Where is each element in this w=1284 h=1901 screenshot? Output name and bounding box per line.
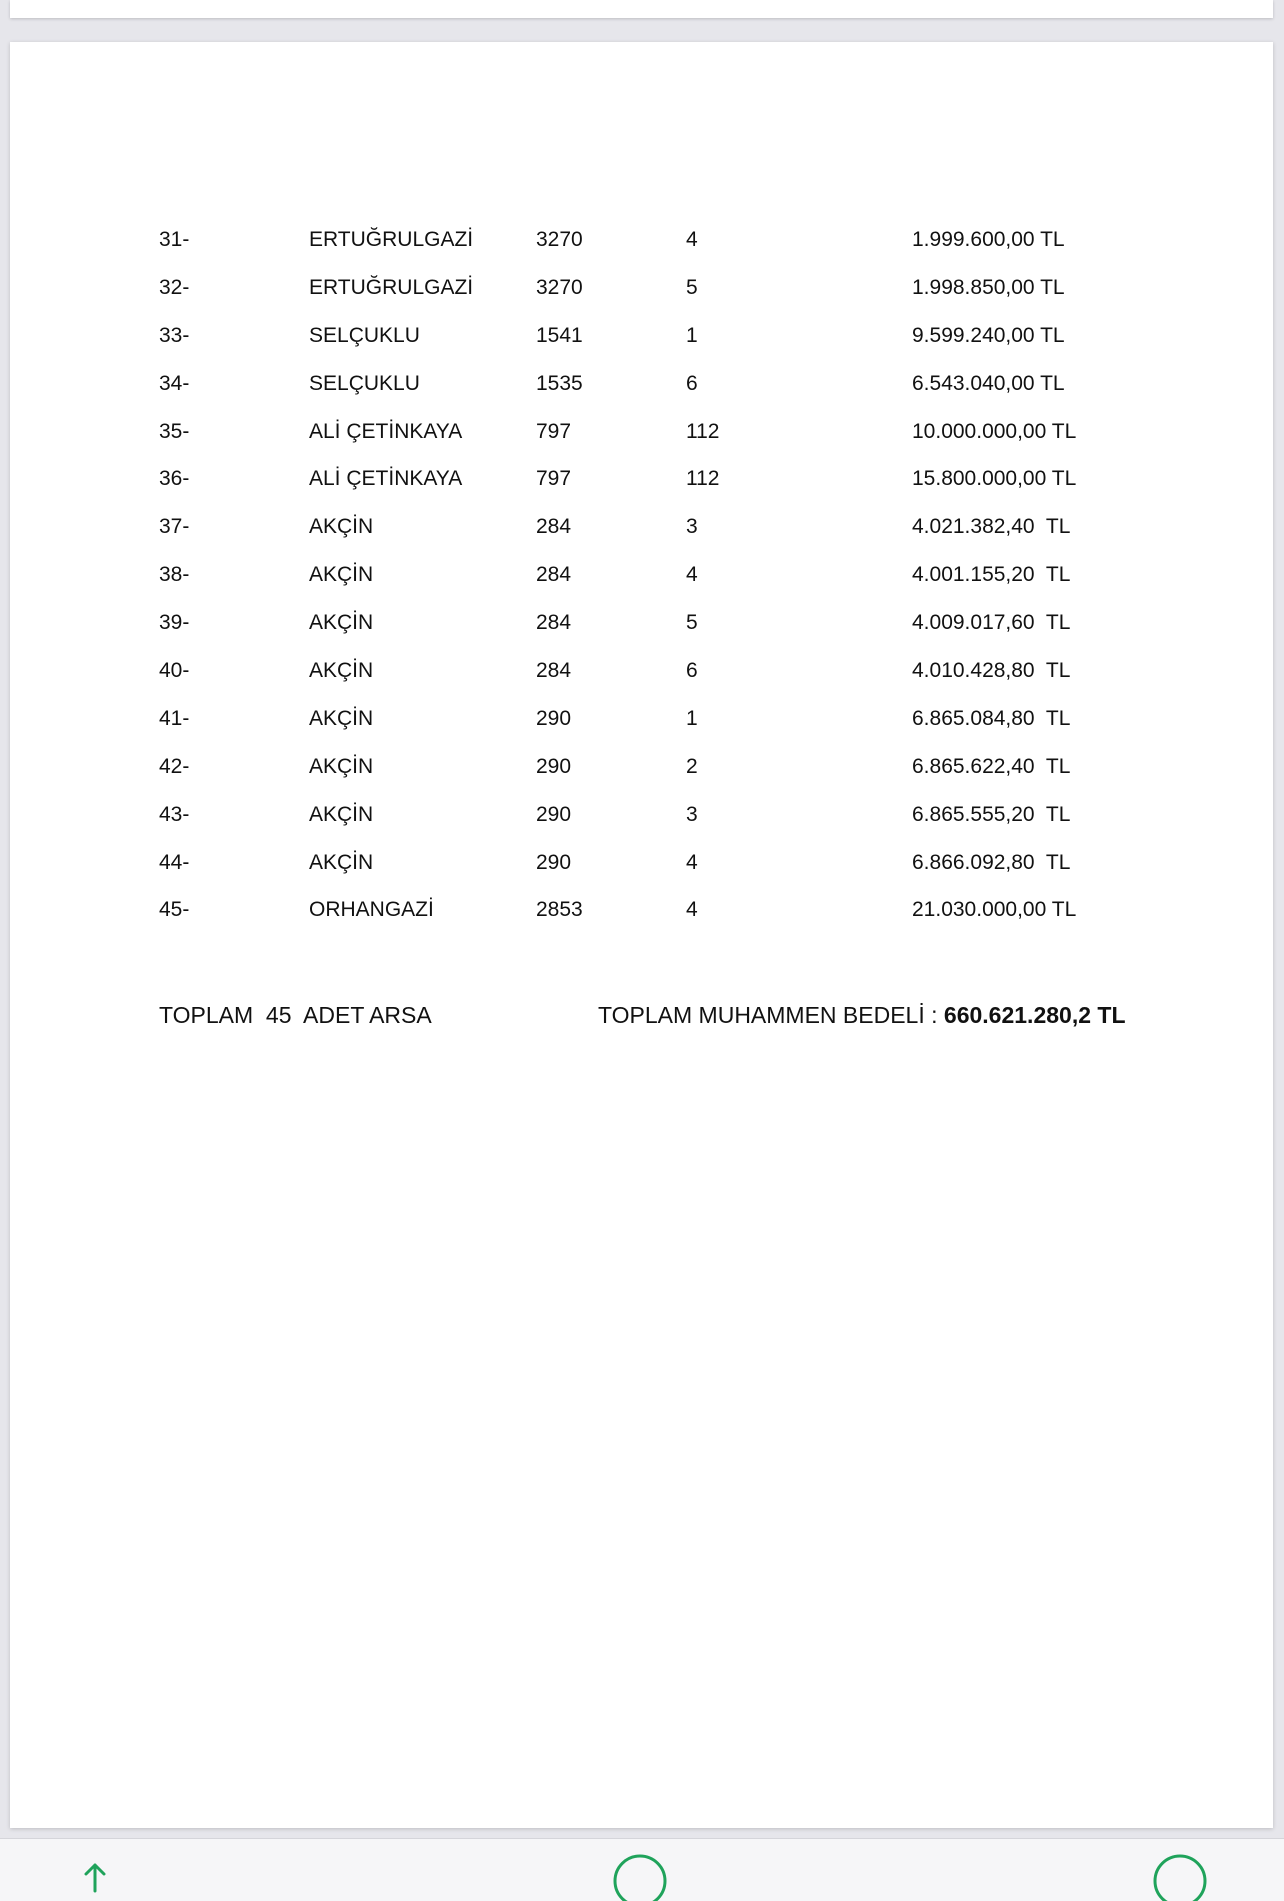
- more-icon[interactable]: [1150, 1851, 1210, 1901]
- row-number: 39-: [159, 611, 190, 635]
- block-cell: 290: [536, 706, 572, 730]
- row-number: 38-: [159, 563, 190, 587]
- parcel-cell: 6: [686, 659, 698, 683]
- table-row: [159, 851, 1159, 899]
- table-row: [159, 228, 1159, 276]
- block-cell: 284: [536, 563, 572, 587]
- row-number: 44-: [159, 850, 190, 874]
- block-cell: 1541: [536, 323, 583, 347]
- table-row: [159, 467, 1159, 515]
- neighborhood-cell: AKÇİN: [309, 611, 374, 635]
- table-row: [159, 898, 1159, 946]
- parcel-cell: 3: [686, 802, 698, 826]
- row-number: 31-: [159, 228, 190, 251]
- block-cell: 797: [536, 467, 572, 491]
- row-number: 42-: [159, 754, 190, 778]
- document-page: [10, 42, 1273, 1828]
- parcel-cell: 5: [686, 611, 698, 635]
- price-cell: 10.000.000,00 TL: [912, 419, 1077, 443]
- parcel-cell: 4: [686, 898, 698, 922]
- price-cell: 4.010.428,80 TL: [912, 659, 1071, 683]
- neighborhood-cell: ERTUĞRULGAZİ: [309, 275, 474, 299]
- parcel-cell: 1: [686, 323, 698, 347]
- price-cell: 6.543.040,00 TL: [912, 371, 1065, 395]
- block-cell: 284: [536, 515, 572, 539]
- table-row: [159, 515, 1159, 563]
- neighborhood-cell: ERTUĞRULGAZİ: [309, 228, 474, 251]
- block-cell: 284: [536, 659, 572, 683]
- row-number: 45-: [159, 898, 190, 922]
- neighborhood-cell: ORHANGAZİ: [309, 898, 434, 922]
- table-row: [159, 611, 1159, 659]
- price-cell: 6.865.622,40 TL: [912, 754, 1071, 778]
- block-cell: 284: [536, 611, 572, 635]
- neighborhood-cell: SELÇUKLU: [309, 371, 420, 395]
- table-row: [159, 563, 1159, 611]
- parcel-cell: 4: [686, 850, 698, 874]
- neighborhood-cell: AKÇİN: [309, 515, 374, 539]
- row-number: 33-: [159, 323, 190, 347]
- price-cell: 6.865.555,20 TL: [912, 802, 1071, 826]
- bottom-toolbar: [0, 1838, 1284, 1901]
- total-price-label: TOPLAM MUHAMMEN BEDELİ :: [598, 1002, 944, 1028]
- table-row: [159, 755, 1159, 803]
- row-number: 40-: [159, 659, 190, 683]
- block-cell: 290: [536, 754, 572, 778]
- neighborhood-cell: AKÇİN: [309, 850, 374, 874]
- price-cell: 6.866.092,80 TL: [912, 850, 1071, 874]
- parcel-cell: 3: [686, 515, 698, 539]
- block-cell: 290: [536, 850, 572, 874]
- row-number: 36-: [159, 467, 190, 491]
- row-number: 34-: [159, 371, 190, 395]
- table-row: [159, 324, 1159, 372]
- parcel-cell: 4: [686, 563, 698, 587]
- previous-page: [10, 0, 1273, 18]
- price-cell: 15.800.000,00 TL: [912, 467, 1077, 491]
- block-cell: 3270: [536, 275, 583, 299]
- parcel-cell: 2: [686, 754, 698, 778]
- parcel-cell: 6: [686, 371, 698, 395]
- table-row: [159, 420, 1159, 468]
- neighborhood-cell: AKÇİN: [309, 802, 374, 826]
- price-cell: 4.009.017,60 TL: [912, 611, 1071, 635]
- block-cell: 797: [536, 419, 572, 443]
- neighborhood-cell: SELÇUKLU: [309, 323, 420, 347]
- block-cell: 1535: [536, 371, 583, 395]
- total-price-text: [598, 1002, 1126, 1029]
- block-cell: 3270: [536, 228, 583, 251]
- parcel-cell: 5: [686, 275, 698, 299]
- neighborhood-cell: ALİ ÇETİNKAYA: [309, 419, 463, 443]
- total-price-value: 660.621.280,2 TL: [943, 1002, 1126, 1028]
- price-cell: 4.001.155,20 TL: [912, 563, 1071, 587]
- parcel-cell: 1: [686, 706, 698, 730]
- share-icon[interactable]: [78, 1861, 112, 1901]
- neighborhood-cell: AKÇİN: [309, 659, 374, 683]
- row-number: 32-: [159, 275, 190, 299]
- block-cell: 290: [536, 802, 572, 826]
- parcel-cell: 112: [686, 467, 720, 491]
- table-row: [159, 707, 1159, 755]
- price-cell: 4.021.382,40 TL: [912, 515, 1071, 539]
- parcel-table: [159, 228, 1159, 946]
- price-cell: 1.998.850,00 TL: [912, 275, 1065, 299]
- price-cell: 21.030.000,00 TL: [912, 898, 1077, 922]
- row-number: 43-: [159, 802, 190, 826]
- price-cell: 9.599.240,00 TL: [912, 323, 1065, 347]
- row-number: 37-: [159, 515, 190, 539]
- price-cell: 1.999.600,00 TL: [912, 228, 1065, 251]
- markup-icon[interactable]: [610, 1851, 670, 1901]
- neighborhood-cell: AKÇİN: [309, 706, 374, 730]
- table-row: [159, 276, 1159, 324]
- neighborhood-cell: ALİ ÇETİNKAYA: [309, 467, 463, 491]
- neighborhood-cell: AKÇİN: [309, 754, 374, 778]
- price-cell: 6.865.084,80 TL: [912, 706, 1071, 730]
- table-row: [159, 803, 1159, 851]
- parcel-cell: 112: [686, 419, 720, 443]
- table-row: [159, 659, 1159, 707]
- parcel-cell: 4: [686, 228, 698, 251]
- row-number: 35-: [159, 419, 190, 443]
- parcel-count-text: TOPLAM 45 ADET ARSA: [159, 1002, 432, 1028]
- block-cell: 2853: [536, 898, 583, 922]
- table-row: [159, 372, 1159, 420]
- row-number: 41-: [159, 706, 190, 730]
- neighborhood-cell: AKÇİN: [309, 563, 374, 587]
